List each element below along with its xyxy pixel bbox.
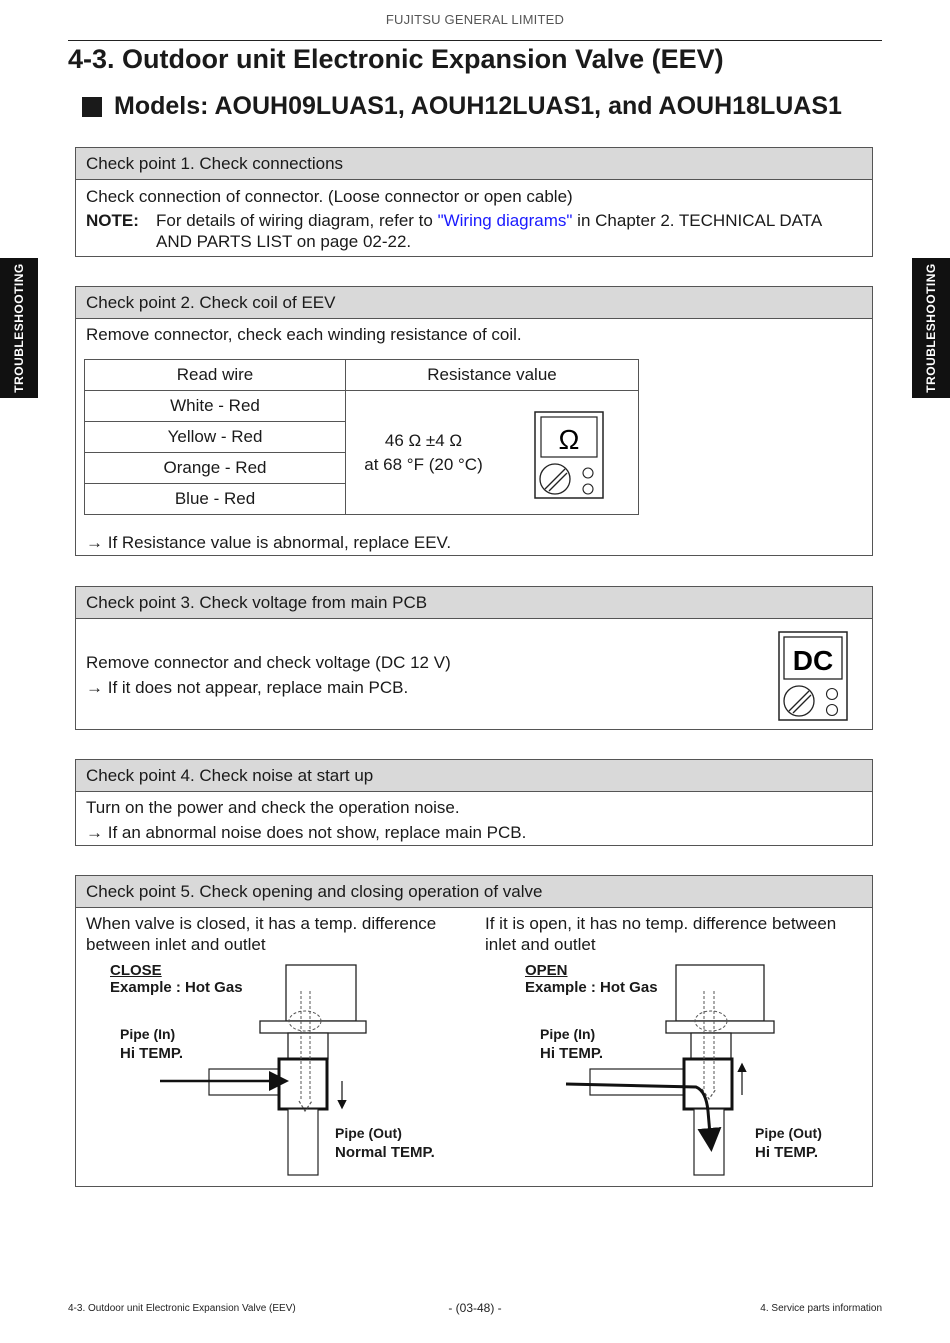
cp1-line1: Check connection of connector. (Loose connector or open cable) [86,187,573,206]
cp5-right-line1: If it is open, it has no temp. difference between [485,914,837,933]
ohm-symbol: Ω [558,424,580,455]
cp5-left-line1: When valve is closed, it has a temp. difference [86,914,437,933]
header-divider [68,40,882,41]
cp4-line2: → If an abnormal noise does not show, replace main PCB. [86,823,527,842]
close-pipe-out-temp: Normal TEMP. [335,1144,435,1161]
col-resistance: Resistance value [346,360,639,391]
ohm-meter-icon [534,411,604,499]
cp3-line1: Remove connector and check voltage (DC 12 V) [86,653,451,672]
page-number: - (03-48) - [448,1301,502,1315]
cp2-result: → If Resistance value is abnormal, replace EEV. [86,533,452,552]
open-pipe-in: Pipe (In) [540,1026,596,1042]
open-pipe-out-temp: Hi TEMP. [755,1144,819,1161]
open-pipe-out: Pipe (Out) [755,1125,822,1141]
footer-right: 4. Service parts information [760,1303,882,1314]
resistance-table [84,359,639,515]
close-example: Example : Hot Gas [110,979,243,996]
side-tab-left: TROUBLESHOOTING [0,258,38,398]
footer-left: 4-3. Outdoor unit Electronic Expansion Valve (EEV) [68,1303,296,1314]
dc-symbol: DC [792,645,834,676]
cp1-note-label: NOTE: [86,211,139,230]
wire-row: Yellow - Red [85,422,346,453]
cp1-note-line2: AND PARTS LIST on page 02-22. [156,232,412,251]
wire-row: White - Red [85,391,346,422]
square-bullet-icon [82,97,102,117]
close-pipe-in-temp: Hi TEMP. [120,1045,184,1062]
check-point-4-heading: Check point 4. Check noise at start up [76,760,872,792]
check-point-4 [75,759,873,846]
check-point-1 [75,147,873,257]
cp4-line1: Turn on the power and check the operation noise. [86,798,460,817]
company-header: FUJITSU GENERAL LIMITED [385,12,565,27]
wire-row: Orange - Red [85,453,346,484]
page-title: 4-3. Outdoor unit Electronic Expansion Valve (EEV) [68,44,724,74]
close-pipe-out: Pipe (Out) [335,1125,402,1141]
resistance-value: 46 Ω ±4 Ω [384,431,463,450]
side-tab-right: TROUBLESHOOTING [912,258,950,398]
resistance-condition: at 68 °F (20 °C) [364,455,483,474]
cp5-left-line2: between inlet and outlet [86,935,266,954]
open-pipe-in-temp: Hi TEMP. [540,1045,604,1062]
check-point-5 [75,875,873,1187]
check-point-3-heading: Check point 3. Check voltage from main PCB [76,587,872,619]
dc-voltmeter-icon [778,631,848,721]
open-label: OPEN [525,962,568,979]
models-text: Models: AOUH09LUAS1, AOUH12LUAS1, and AOUH18LUAS1 [114,92,842,120]
cp1-note: For details of wiring diagram, refer to "Wiring diagrams" in Chapter 2. TECHNICAL DATA [156,211,823,230]
close-pipe-in: Pipe (In) [120,1026,176,1042]
check-point-2-heading: Check point 2. Check coil of EEV [76,287,872,319]
close-label: CLOSE [110,962,162,979]
cp3-line2: → If it does not appear, replace main PCB. [86,678,409,697]
wiring-diagrams-link[interactable]: "Wiring diagrams" [437,211,573,230]
resistance-cell [346,391,639,515]
check-point-5-heading: Check point 5. Check opening and closing operation of valve [76,876,872,908]
open-example: Example : Hot Gas [525,979,658,996]
wire-row: Blue - Red [85,484,346,515]
col-read-wire: Read wire [85,360,346,391]
check-point-3 [75,586,873,730]
cp5-right-line2: inlet and outlet [485,935,596,954]
models-subtitle [82,92,842,121]
cp2-line1: Remove connector, check each winding resistance of coil. [86,325,522,344]
check-point-2 [75,286,873,556]
check-point-1-heading: Check point 1. Check connections [76,148,872,180]
